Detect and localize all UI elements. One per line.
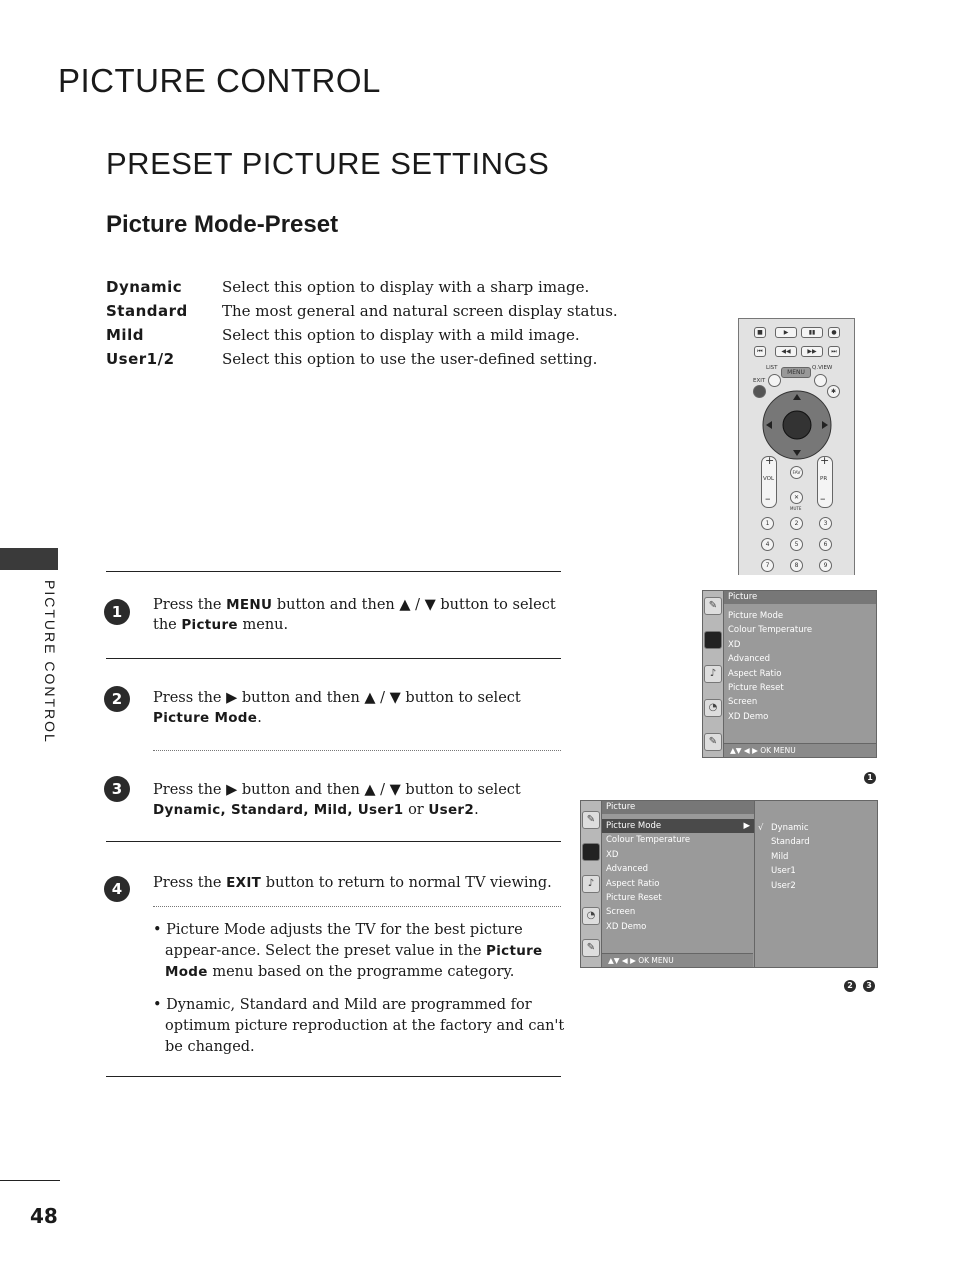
note-keyword: Picture Mode bbox=[165, 943, 543, 980]
side-tab-marker bbox=[0, 548, 58, 570]
step-text: button and then ▲ / ▼ button to select the bbox=[153, 597, 556, 633]
option-label: Dynamic bbox=[771, 823, 809, 833]
step-text: Press the ▶ button and then ▲ / ▼ button to select bbox=[153, 690, 521, 706]
menu-item-aspect-ratio[interactable]: Aspect Ratio bbox=[728, 668, 782, 679]
definition-desc: Select this option to display with a mild image. bbox=[222, 326, 580, 344]
definition-desc: The most general and natural screen display status. bbox=[222, 302, 618, 320]
note-text: • Dynamic, Standard and Mild are programmed for optimum picture reproduction at the factory and can't be changed. bbox=[153, 997, 565, 1055]
list-label: LIST bbox=[766, 365, 778, 371]
menu-item-aspect-ratio[interactable]: Aspect Ratio bbox=[606, 878, 660, 889]
osd-footer: ▲▼ ◀ ▶ OK MENU bbox=[724, 743, 876, 757]
menu-item-advanced[interactable]: Advanced bbox=[606, 864, 648, 875]
time-icon: ◔ bbox=[582, 907, 600, 925]
skip-forward-button-icon: ⏭ bbox=[828, 346, 840, 357]
menu-item-colour-temperature[interactable]: Colour Temperature bbox=[606, 835, 691, 846]
qview-button-icon bbox=[814, 374, 827, 387]
step-text: button to return to normal TV viewing. bbox=[261, 875, 552, 891]
step-keyword: Picture bbox=[181, 617, 238, 633]
pr-plus-icon: + bbox=[820, 454, 830, 467]
definition-term: Mild bbox=[106, 326, 144, 344]
note-text: menu based on the programme category. bbox=[207, 964, 515, 980]
navigation-pad-icon bbox=[761, 389, 833, 461]
figure-badge: 3 bbox=[863, 980, 875, 992]
option-mild[interactable]: Mild bbox=[771, 851, 789, 862]
option-dynamic[interactable] bbox=[756, 821, 874, 835]
step-number: 4 bbox=[104, 876, 130, 902]
menu-item-xd[interactable]: XD bbox=[606, 849, 619, 860]
digit-button: 7 bbox=[761, 559, 774, 572]
digit-button: 3 bbox=[819, 517, 832, 530]
list-button-icon bbox=[768, 374, 781, 387]
mute-label: MUTE bbox=[790, 506, 802, 511]
header-title: PICTURE CONTROL bbox=[58, 62, 381, 99]
step-number: 2 bbox=[104, 686, 130, 712]
menu-item-picture-mode[interactable]: Picture Mode bbox=[728, 611, 784, 621]
vol-label: VOL bbox=[763, 476, 775, 482]
osd-menu-panel bbox=[602, 801, 755, 967]
page-number-rule bbox=[0, 1180, 60, 1181]
step-number: 1 bbox=[104, 599, 130, 625]
qview-label: Q.VIEW bbox=[812, 365, 833, 371]
dotted-divider bbox=[153, 906, 561, 907]
menu-item-picture-mode-selected[interactable] bbox=[602, 819, 754, 833]
menu-item-label: Picture Mode bbox=[606, 821, 662, 831]
digit-button: 8 bbox=[790, 559, 803, 572]
pr-label: PR bbox=[820, 476, 828, 482]
step-text: Press the bbox=[153, 875, 227, 891]
menu-item-xd[interactable]: XD bbox=[728, 639, 741, 650]
divider bbox=[106, 658, 561, 659]
rewind-button-icon: ◀◀ bbox=[775, 346, 797, 357]
definition-desc: Select this option to use the user-defined setting. bbox=[222, 350, 598, 368]
divider bbox=[106, 841, 561, 842]
vol-plus-icon: + bbox=[765, 454, 775, 467]
star-icon: ✱ bbox=[830, 388, 837, 395]
picture-mode-options bbox=[756, 821, 874, 893]
step-instruction bbox=[153, 873, 563, 893]
definition-desc: Select this option to display with a sharp image. bbox=[222, 278, 590, 296]
menu-item-picture-reset[interactable]: Picture Reset bbox=[606, 893, 662, 904]
time-icon: ◔ bbox=[704, 699, 722, 717]
osd-picture-menu bbox=[702, 590, 877, 758]
note bbox=[153, 920, 575, 983]
play-button-icon: ▶ bbox=[775, 327, 797, 338]
step-instruction bbox=[153, 780, 563, 820]
osd-header: Picture bbox=[602, 801, 754, 814]
digit-button: 2 bbox=[790, 517, 803, 530]
menu-item-screen[interactable]: Screen bbox=[606, 907, 636, 918]
digit-button: 5 bbox=[790, 538, 803, 551]
step-text: . bbox=[474, 802, 479, 818]
menu-item-picture-reset[interactable]: Picture Reset bbox=[728, 683, 784, 694]
figure-badge: 1 bbox=[864, 772, 876, 784]
sound-icon: ♪ bbox=[704, 665, 722, 683]
option-icon: ✎ bbox=[582, 939, 600, 957]
menu-item-advanced[interactable]: Advanced bbox=[728, 654, 770, 665]
divider bbox=[106, 571, 561, 572]
wrench-icon: ✎ bbox=[704, 597, 722, 615]
side-tab-label: PICTURE CONTROL bbox=[42, 580, 58, 744]
note bbox=[153, 995, 575, 1058]
menu-item-colour-temperature[interactable]: Colour Temperature bbox=[728, 625, 813, 636]
osd-footer: ▲▼ ◀ ▶ OK MENU bbox=[602, 953, 753, 967]
mute-button-icon bbox=[790, 491, 803, 504]
arrow-right-icon: ▶ bbox=[743, 821, 750, 831]
definition-term: User1/2 bbox=[106, 350, 175, 368]
sound-icon: ♪ bbox=[582, 875, 600, 893]
step-keyword: MENU bbox=[226, 597, 273, 613]
pr-minus-icon: – bbox=[820, 492, 826, 505]
step-text: Press the ▶ button and then ▲ / ▼ button to select bbox=[153, 782, 521, 798]
picture-icon bbox=[582, 843, 600, 861]
forward-button-icon: ▶▶ bbox=[801, 346, 823, 357]
step-number: 3 bbox=[104, 776, 130, 802]
fav-label: FAV bbox=[792, 471, 801, 476]
menu-item-xd-demo[interactable]: XD Demo bbox=[728, 711, 769, 722]
section-title: PRESET PICTURE SETTINGS bbox=[106, 146, 550, 181]
record-button-icon: ● bbox=[828, 327, 840, 338]
dotted-divider bbox=[153, 750, 561, 751]
stop-button-icon: ■ bbox=[754, 327, 766, 338]
osd-menu-panel bbox=[724, 591, 876, 757]
step-text: menu. bbox=[237, 617, 289, 633]
remote-control-illustration bbox=[738, 318, 855, 575]
wrench-icon: ✎ bbox=[582, 811, 600, 829]
option-icon: ✎ bbox=[704, 733, 722, 751]
option-standard[interactable]: Standard bbox=[771, 837, 810, 848]
definition-term: Standard bbox=[106, 302, 188, 320]
step-keyword: Dynamic, Standard, Mild, User1 bbox=[153, 802, 404, 818]
step-keyword: Picture Mode bbox=[153, 710, 258, 726]
subsection-title: Picture Mode-Preset bbox=[106, 211, 339, 238]
skip-back-button-icon: ⏮ bbox=[754, 346, 766, 357]
fav-button-icon bbox=[790, 466, 803, 479]
divider bbox=[106, 1076, 561, 1077]
menu-item-xd-demo[interactable]: XD Demo bbox=[606, 921, 647, 932]
osd-picture-mode-menu bbox=[580, 800, 878, 968]
osd-icon-column bbox=[581, 801, 602, 967]
digit-button: 9 bbox=[819, 559, 832, 572]
figure-badge: 2 bbox=[844, 980, 856, 992]
menu-button-icon: MENU bbox=[781, 367, 811, 378]
note-text: • Picture Mode adjusts the TV for the best picture appear-ance. Select the preset value in the bbox=[153, 922, 523, 959]
digit-button: 1 bbox=[761, 517, 774, 530]
osd-header: Picture bbox=[724, 591, 876, 604]
exit-label: EXIT bbox=[753, 378, 766, 384]
pause-button-icon: ▮▮ bbox=[801, 327, 823, 338]
vol-minus-icon: – bbox=[765, 492, 771, 505]
step-text: . bbox=[257, 710, 262, 726]
step-keyword: EXIT bbox=[226, 875, 262, 891]
step-text: or bbox=[403, 802, 429, 818]
step-keyword: User2 bbox=[428, 802, 475, 818]
option-user1[interactable]: User1 bbox=[771, 866, 796, 877]
menu-item-screen[interactable]: Screen bbox=[728, 697, 758, 708]
mute-icon: ✕ bbox=[793, 494, 800, 501]
step-text: Press the bbox=[153, 597, 227, 613]
osd-icon-column bbox=[703, 591, 724, 757]
definition-term: Dynamic bbox=[106, 278, 183, 296]
step-instruction bbox=[153, 688, 563, 728]
page-number: 48 bbox=[30, 1204, 58, 1228]
digit-button: 6 bbox=[819, 538, 832, 551]
digit-button: 4 bbox=[761, 538, 774, 551]
picture-icon bbox=[704, 631, 722, 649]
step-instruction bbox=[153, 595, 563, 635]
check-icon: √ bbox=[758, 823, 764, 833]
option-user2[interactable]: User2 bbox=[771, 880, 796, 891]
